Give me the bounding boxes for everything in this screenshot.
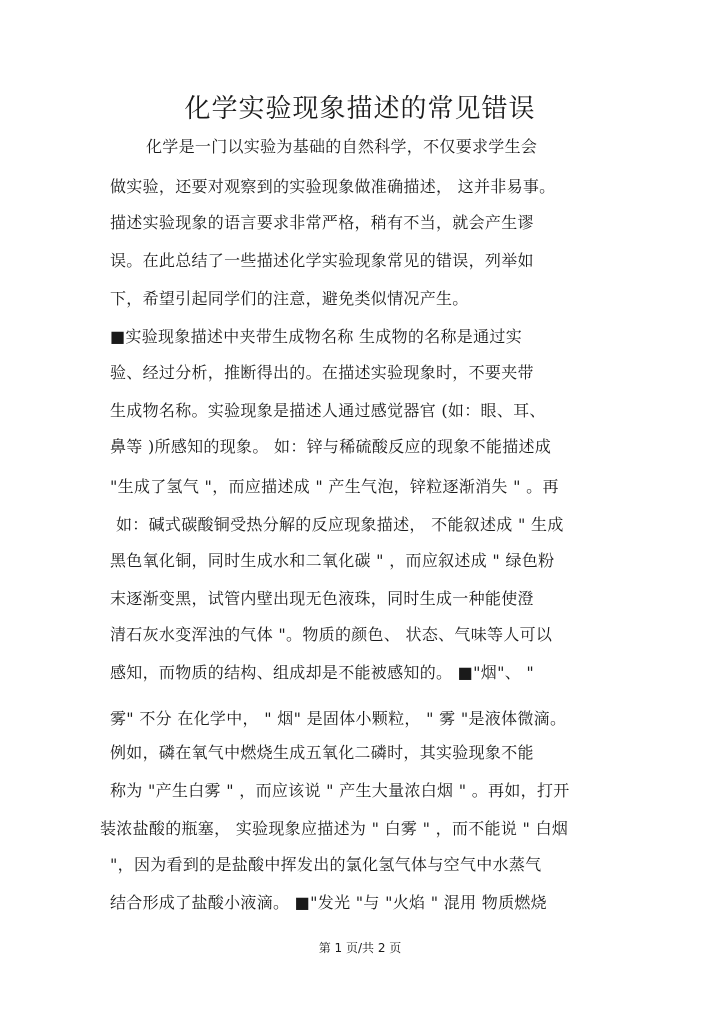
page-number-footer: 第 1 页/共 2 页 xyxy=(318,941,402,955)
paragraph-line: 清石灰水变浑浊的气体 "。物质的颜色、 状态、气味等人可以 xyxy=(110,625,553,644)
paragraph-line: 做实验，还要对观察到的实验现象做准确描述， 这并非易事。 xyxy=(110,177,556,196)
paragraph-line: 结合形成了盐酸小液滴。 ■"发光 "与 "火焰 " 混用 物质燃烧 xyxy=(110,893,547,912)
paragraph-line: 描述实验现象的语言要求非常严格，稍有不当，就会产生谬 xyxy=(110,213,534,232)
section-heading-line: ■实验现象描述中夹带生成物名称 生成物的名称是通过实 xyxy=(110,327,523,346)
paragraph-line: "，因为看到的是盐酸中挥发出的氯化氢气体与空气中水蒸气 xyxy=(110,855,542,874)
paragraph-line: 如：碱式碳酸铜受热分解的反应现象描述， 不能叙述成 " 生成 xyxy=(116,515,564,534)
paragraph-line: "生成了氢气 "，而应描述成 " 产生气泡，锌粒逐渐消失 " 。再 xyxy=(110,477,559,496)
document-title: 化学实验现象描述的常见错误 xyxy=(184,94,536,124)
paragraph-line: 称为 "产生白雾 " ，而应该说 " 产生大量浓白烟 " 。再如，打开 xyxy=(110,781,570,800)
paragraph-line: 装浓盐酸的瓶塞， 实验现象应描述为 " 白雾 " ，而不能说 " 白烟 xyxy=(100,819,569,838)
paragraph-line: 雾" 不分 在化学中， " 烟" 是固体小颗粒， " 雾 "是液体微滴。 xyxy=(110,709,567,728)
paragraph-line: 化学是一门以实验为基础的自然科学，不仅要求学生会 xyxy=(146,137,538,156)
paragraph-line: 生成物名称。实验现象是描述人通过感觉器官 (如：眼、耳、 xyxy=(110,401,546,420)
paragraph-line: 鼻等 )所感知的现象。 如：锌与稀硫酸反应的现象不能描述成 xyxy=(110,437,552,456)
paragraph-line: 下，希望引起同学们的注意，避免类似情况产生。 xyxy=(110,289,469,308)
paragraph-line: 末逐渐变黑，试管内壁出现无色液珠，同时生成一种能使澄 xyxy=(110,589,534,608)
paragraph-line: 验、经过分析，推断得出的。在描述实验现象时，不要夹带 xyxy=(110,363,534,382)
paragraph-line: 例如，磷在氧气中燃烧生成五氧化二磷时，其实验现象不能 xyxy=(110,743,534,762)
paragraph-line: 黑色氧化铜，同时生成水和二氧化碳 " ，而应叙述成 " 绿色粉 xyxy=(110,551,555,570)
paragraph-line: 感知，而物质的结构、组成却是不能被感知的。 ■"烟"、 " xyxy=(110,663,535,682)
paragraph-line: 误。在此总结了一些描述化学实验现象常见的错误，列举如 xyxy=(110,251,534,270)
